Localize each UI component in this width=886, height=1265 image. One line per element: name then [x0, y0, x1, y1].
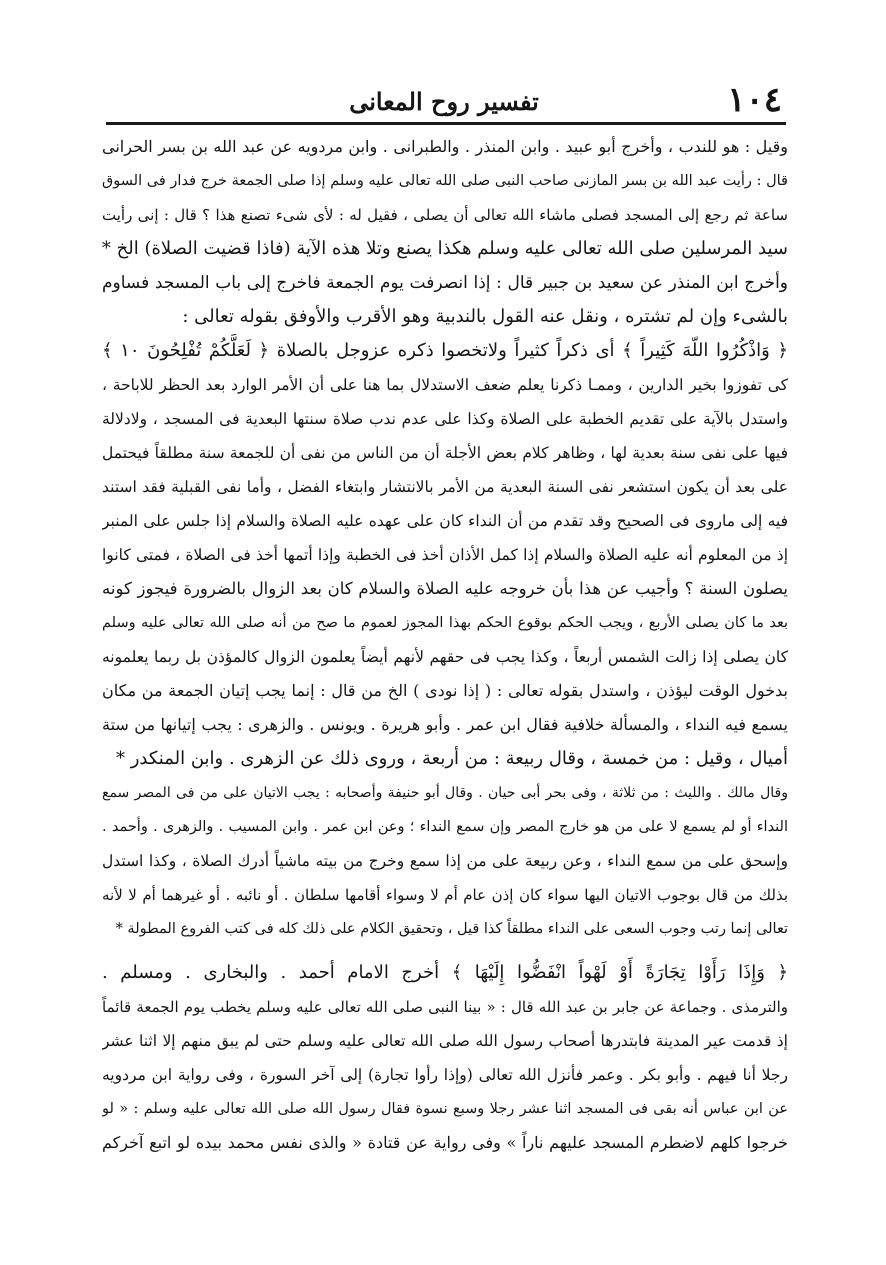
text-line: كان يصلى إذا زالت الشمس أربعاً ، وكذا يجب فى حقهم لأنهم أيضاً يعلمون الزوال كالمؤذن بل ربما يعلمونه: [102, 648, 788, 666]
page-number: ١٠٤: [727, 80, 782, 120]
text-line: فيه إلى ماروى فى الصحيح وقد تقدم من أن النداء كان على عهده عليه الصلاة والسلام إذا جلس على المنبر: [102, 512, 788, 530]
text-line: وقال مالك . والليث : من ثلاثة ، وفى بحر أبى حيان . وقال أبو حنيفة وأصحابه : يجب الاتيان على من فى المصر سمع: [102, 785, 788, 801]
text-line: سيد المرسلين صلى الله تعالى عليه وسلم هكذا يصنع وتلا هذه الآية (فاذا قضيت الصلاة) الخ *: [102, 238, 788, 259]
text-line: ساعة ثم رجع إلى المسجد فصلى ماشاء الله تعالى أن يصلى ، فقيل له : لأى شىء تصنع هذا ؟ قال : إنى رأيت: [102, 206, 788, 224]
text-line: يصلون السنة ؟ وأجيب عن هذا بأن خروجه عليه الصلاة والسلام كان بعد الزوال بالضرورة فيجوز كونه: [102, 579, 788, 598]
text-line: رجلا أنا فيهم . وأبو بكر . وعمر فأنزل الله تعالى (وإذا رأوا تجارة) إلى آخر السورة ، وفى رواية ابن مردويه: [102, 1066, 788, 1084]
text-line: وأخرج ابن المنذر عن سعيد بن جبير قال : إذا انصرفت يوم الجمعة فاخرج إلى باب المسجد فساوم: [102, 273, 788, 293]
text-line: كى تفوزوا بخير الدارين ، وممـا ذكرنا يعلم ضعف الاستدلال بما هنا على أن الأمر الوارد بعد الحظر للاباحة ،: [102, 376, 788, 394]
text-line: قال : رأيت عبد الله بن بسر المازنى صاحب النبى صلى الله تعالى عليه وسلم إذا صلى الجمعة خرج فدار فى السوق: [102, 173, 788, 189]
text-line: وإسحق على من سمع النداء ، وعن ربيعة على من إذا سمع وخرج من بيته ماشياً أدرك الصلاة ، وكذا استدل: [102, 852, 788, 870]
text-line: على بعد أن يكون استشعر نفى السنة البعدية من الأمر بالانتشار وابتغاء الفضل ، وأما نفى القبلية فقد استند: [102, 478, 788, 496]
text-line: يسمع فيه النداء ، والمسألة خلافية فقال ابن عمر . وأبو هريرة . ويونس . والزهرى : يجب إتيانها من ستة: [102, 715, 788, 734]
text-line: والترمذى . وجماعة عن جابر بن عبد الله قال : « بينا النبى صلى الله تعالى عليه وسلم يخطب يوم الجمعة قائماً: [102, 998, 788, 1016]
text-line: بذلك من قال بوجوب الاتيان اليها سواء كان إذن عام أم لا وسواء أقامها سلطان . أو نائبه . أو غيرهما أم لا لأنه: [102, 886, 788, 904]
text-line: وقيل : هو للندب ، وأخرج أبو عبيد . وابن المنذر . والطبرانى . وابن مردويه عن عبد الله بن بسر الحرانى: [102, 137, 788, 156]
text-line: بعد ما كان يصلى الأربع ، ويجب الحكم بوقوع الحكم بهذا المجوز لعموم ما صح من أنه صلى الله تعالى عليه وسلم: [102, 615, 788, 631]
text-line: بالشىء وإن لم تشتره ، ونقل عنه القول بالندبية وهو الأقرب والأوفق بقوله تعالى :: [182, 306, 788, 327]
running-title: تفسير روح المعانى: [349, 87, 539, 116]
text-line: أميال ، وقيل : من خمسة ، وقال ربيعة : من أربعة ، وروى ذلك عن الزهرى . وابن المنكدر *: [115, 748, 788, 769]
text-line: إذ من المعلوم أنه عليه الصلاة والسلام إذا كمل الأذان أخذ فى الخطبة وإذا أتمها أخذ فى الصلاة ، فمتى كانوا: [102, 546, 788, 564]
text-line: واستدل بالآية على تقديم الخطبة على الصلاة وكذا على عدم ندب صلاة سنتها البعدية فى المسجد ، ولادلالة: [102, 410, 788, 428]
header-rule: [106, 122, 786, 125]
quran-verse-line: ﴿ وَاذْكُرُوا اللّهَ كَثِيراً ﴾ أى ذكراً كثيراً ولاتخصوا ذكره عزوجل بالصلاة ﴿ لَعَلَّكُمْ تُفْلِحُونَ ١٠ ﴾: [102, 340, 788, 361]
paragraph-gap: [102, 946, 788, 956]
text-line: خرجوا كلهم لاضطرم المسجد عليهم ناراً » وفى رواية عن قتادة « والذى نفس محمد بيده لو اتبع آخركم: [102, 1133, 788, 1152]
text-line: عن ابن عباس أنه بقى فى المسجد اثنا عشر رجلا وسبع نسوة فقال رسول الله صلى الله تعالى عليه وسلم : « لو: [102, 1101, 788, 1117]
page-header: [106, 78, 782, 126]
quran-verse-line: ﴿ وَإِذَا رَأَوْا تِجَارَةً أَوْ لَهْواً انْفَضُّوا إِلَيْهَا ﴾ أخرج الامام أحمد . والبخارى . ومسلم .: [102, 962, 788, 983]
text-line: النداء أو لم يسمع لا على من هو خارج المصر وإن سمع النداء ؛ وعن ابن عمر . وابن المسيب . والزهرى . وأحمد .: [102, 819, 788, 835]
text-line: تعالى إنما رتب وجوب السعى على النداء مطلقاً كذا قيل ، وتحقيق الكلام على ذلك كله فى كتب الفروع المطولة *: [115, 921, 788, 937]
text-line: بدخول الوقت ليؤذن ، واستدل بقوله تعالى : ( إذا نودى ) الخ من قال : إنما يجب إتيان الجمعة من مكان: [102, 681, 788, 700]
page-body: [102, 130, 788, 1160]
text-line: فيها على نفى سنة بعدية لها ، وظاهر كلام بعض الأجلة أن من الناس من نفى أن للجمعة سنة مطلقاً فيحتمل: [102, 444, 788, 462]
text-line: إذ قدمت عير المدينة فابتدرها أصحاب رسول الله صلى الله تعالى عليه وسلم حتى لم يبق منهم إلا اثنا عشر: [102, 1032, 788, 1050]
